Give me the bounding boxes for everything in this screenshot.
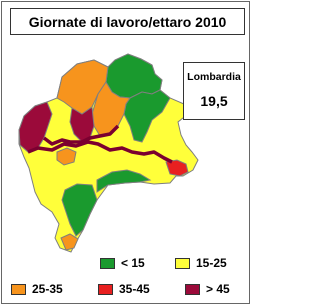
legend-label: 35-45 (119, 282, 150, 296)
map-frame (1, 1, 250, 304)
legend-item-gt45 (185, 282, 230, 296)
legend-label: 15-25 (196, 256, 227, 270)
region-summary (183, 62, 245, 120)
legend-label: 25-35 (32, 282, 63, 296)
legend-swatch (98, 284, 113, 295)
legend-item-25-35 (11, 282, 63, 296)
legend-label: < 15 (121, 256, 145, 270)
legend-swatch (11, 284, 26, 295)
province-sondrio (106, 54, 162, 98)
legend (5, 244, 248, 302)
legend-label: > 45 (206, 282, 230, 296)
region-value: 19,5 (200, 93, 228, 109)
region-name: Lombardia (187, 71, 241, 83)
legend-item-15-25 (175, 256, 227, 270)
legend-swatch (175, 258, 190, 269)
legend-item-35-45 (98, 282, 150, 296)
province-milano-sw (57, 148, 76, 165)
map-title: Giornate di lavoro/ettaro 2010 (10, 8, 245, 35)
legend-swatch (100, 258, 115, 269)
legend-swatch (185, 284, 200, 295)
legend-item-lt15 (100, 256, 145, 270)
